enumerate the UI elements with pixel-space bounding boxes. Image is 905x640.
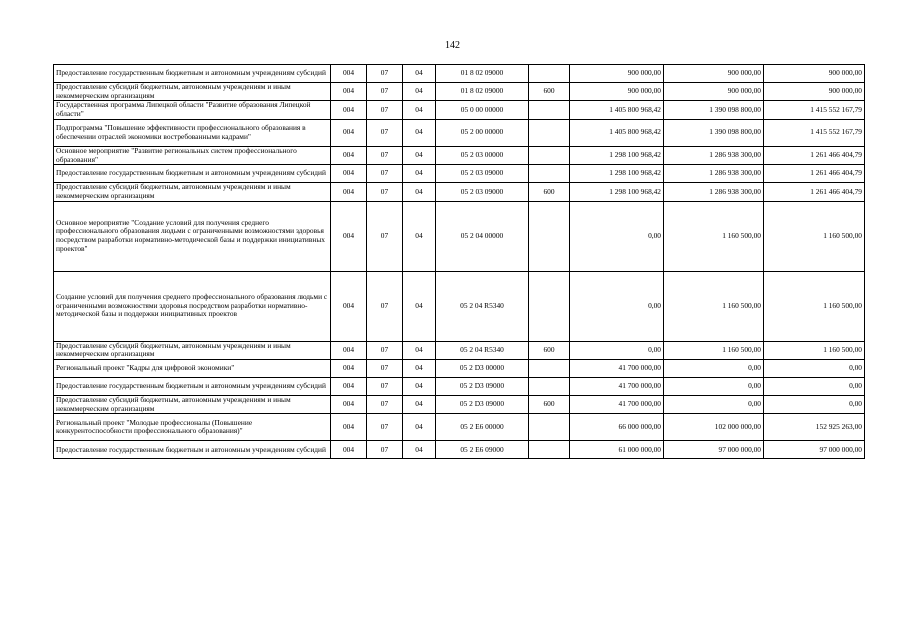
- amount-year3-cell: 1 415 552 167,79: [764, 119, 865, 146]
- budget-table-body: [54, 65, 865, 459]
- expense-type-cell: [529, 201, 570, 271]
- expense-type-cell: [529, 165, 570, 183]
- expense-type-cell: [529, 119, 570, 146]
- section-code-cell: 07: [367, 101, 403, 119]
- amount-year2-cell: 1 160 500,00: [664, 201, 764, 271]
- ministry-code-cell: 004: [331, 271, 367, 341]
- amount-year2-cell: 1 286 938 300,00: [664, 146, 764, 164]
- ministry-code-cell: 004: [331, 360, 367, 378]
- amount-year2-cell: 1 286 938 300,00: [664, 165, 764, 183]
- amount-year3-cell: 0,00: [764, 378, 865, 396]
- subsection-code-cell: 04: [403, 119, 436, 146]
- table-row: [54, 165, 865, 183]
- table-row: [54, 146, 865, 164]
- section-code-cell: 07: [367, 271, 403, 341]
- amount-year2-cell: 0,00: [664, 378, 764, 396]
- expense-type-cell: [529, 360, 570, 378]
- section-code-cell: 07: [367, 201, 403, 271]
- table-row: [54, 65, 865, 83]
- amount-year3-cell: 900 000,00: [764, 65, 865, 83]
- row-name-cell: Основное мероприятие "Развитие региональных систем профессионального образования": [54, 146, 331, 164]
- expense-type-cell: 600: [529, 341, 570, 359]
- table-row: [54, 341, 865, 359]
- amount-year3-cell: 0,00: [764, 396, 865, 414]
- subsection-code-cell: 04: [403, 378, 436, 396]
- expense-type-cell: [529, 378, 570, 396]
- amount-year2-cell: 900 000,00: [664, 83, 764, 101]
- target-article-cell: 01 8 02 09000: [436, 65, 529, 83]
- row-name-cell: Государственная программа Липецкой области "Развитие образования Липецкой области": [54, 101, 331, 119]
- target-article-cell: 05 2 03 09000: [436, 165, 529, 183]
- target-article-cell: 05 2 E6 09000: [436, 441, 529, 459]
- amount-year1-cell: 0,00: [570, 341, 664, 359]
- target-article-cell: 05 2 E6 00000: [436, 414, 529, 441]
- subsection-code-cell: 04: [403, 341, 436, 359]
- subsection-code-cell: 04: [403, 146, 436, 164]
- amount-year3-cell: 1 415 552 167,79: [764, 101, 865, 119]
- expense-type-cell: [529, 414, 570, 441]
- section-code-cell: 07: [367, 65, 403, 83]
- row-name-cell: Региональный проект "Молодые профессионалы (Повышение конкурентоспособности профессионального образования)": [54, 414, 331, 441]
- row-name-cell: Предоставление субсидий бюджетным, автономным учреждениям и иным некоммерческим организациям: [54, 183, 331, 201]
- target-article-cell: 05 2 04 R5340: [436, 271, 529, 341]
- table-row: [54, 441, 865, 459]
- row-name-cell: Подпрограмма "Повышение эффективности профессионального образования в обеспечении отраслей экономики востребованными кадрами": [54, 119, 331, 146]
- amount-year1-cell: 1 405 800 968,42: [570, 119, 664, 146]
- target-article-cell: 05 2 04 R5340: [436, 341, 529, 359]
- amount-year2-cell: 0,00: [664, 396, 764, 414]
- subsection-code-cell: 04: [403, 101, 436, 119]
- subsection-code-cell: 04: [403, 165, 436, 183]
- row-name-cell: Предоставление субсидий бюджетным, автономным учреждениям и иным некоммерческим организациям: [54, 83, 331, 101]
- section-code-cell: 07: [367, 341, 403, 359]
- amount-year2-cell: 900 000,00: [664, 65, 764, 83]
- section-code-cell: 07: [367, 119, 403, 146]
- ministry-code-cell: 004: [331, 341, 367, 359]
- expense-type-cell: [529, 101, 570, 119]
- section-code-cell: 07: [367, 396, 403, 414]
- section-code-cell: 07: [367, 360, 403, 378]
- target-article-cell: 05 2 D3 00000: [436, 360, 529, 378]
- ministry-code-cell: 004: [331, 414, 367, 441]
- table-row: [54, 83, 865, 101]
- expense-type-cell: [529, 146, 570, 164]
- subsection-code-cell: 04: [403, 65, 436, 83]
- amount-year2-cell: 1 160 500,00: [664, 271, 764, 341]
- ministry-code-cell: 004: [331, 165, 367, 183]
- amount-year3-cell: 1 261 466 404,79: [764, 165, 865, 183]
- ministry-code-cell: 004: [331, 441, 367, 459]
- table-row: [54, 396, 865, 414]
- ministry-code-cell: 004: [331, 146, 367, 164]
- table-row: [54, 119, 865, 146]
- row-name-cell: Предоставление государственным бюджетным и автономным учреждениям субсидий: [54, 378, 331, 396]
- amount-year1-cell: 41 700 000,00: [570, 378, 664, 396]
- section-code-cell: 07: [367, 165, 403, 183]
- table-row: [54, 201, 865, 271]
- row-name-cell: Предоставление субсидий бюджетным, автономным учреждениям и иным некоммерческим организациям: [54, 341, 331, 359]
- section-code-cell: 07: [367, 414, 403, 441]
- amount-year3-cell: 1 160 500,00: [764, 271, 865, 341]
- section-code-cell: 07: [367, 146, 403, 164]
- amount-year1-cell: 66 000 000,00: [570, 414, 664, 441]
- amount-year2-cell: 1 160 500,00: [664, 341, 764, 359]
- section-code-cell: 07: [367, 378, 403, 396]
- section-code-cell: 07: [367, 441, 403, 459]
- ministry-code-cell: 004: [331, 378, 367, 396]
- expense-type-cell: 600: [529, 396, 570, 414]
- ministry-code-cell: 004: [331, 396, 367, 414]
- table-row: [54, 360, 865, 378]
- row-name-cell: Региональный проект "Кадры для цифровой экономики": [54, 360, 331, 378]
- target-article-cell: 05 2 00 00000: [436, 119, 529, 146]
- table-row: [54, 271, 865, 341]
- amount-year2-cell: 102 000 000,00: [664, 414, 764, 441]
- section-code-cell: 07: [367, 183, 403, 201]
- subsection-code-cell: 04: [403, 83, 436, 101]
- amount-year1-cell: 1 298 100 968,42: [570, 165, 664, 183]
- table-row: [54, 378, 865, 396]
- budget-table: [53, 64, 865, 459]
- row-name-cell: Предоставление государственным бюджетным и автономным учреждениям субсидий: [54, 165, 331, 183]
- amount-year3-cell: 1 160 500,00: [764, 341, 865, 359]
- amount-year2-cell: 1 286 938 300,00: [664, 183, 764, 201]
- ministry-code-cell: 004: [331, 83, 367, 101]
- table-row: [54, 414, 865, 441]
- expense-type-cell: [529, 271, 570, 341]
- subsection-code-cell: 04: [403, 183, 436, 201]
- amount-year1-cell: 1 405 800 968,42: [570, 101, 664, 119]
- section-code-cell: 07: [367, 83, 403, 101]
- amount-year3-cell: 1 160 500,00: [764, 201, 865, 271]
- amount-year3-cell: 1 261 466 404,79: [764, 146, 865, 164]
- target-article-cell: 05 2 03 09000: [436, 183, 529, 201]
- subsection-code-cell: 04: [403, 271, 436, 341]
- target-article-cell: 01 8 02 09000: [436, 83, 529, 101]
- ministry-code-cell: 004: [331, 119, 367, 146]
- amount-year3-cell: 152 925 263,00: [764, 414, 865, 441]
- target-article-cell: 05 2 03 00000: [436, 146, 529, 164]
- amount-year3-cell: 0,00: [764, 360, 865, 378]
- amount-year1-cell: 1 298 100 968,42: [570, 146, 664, 164]
- subsection-code-cell: 04: [403, 360, 436, 378]
- amount-year2-cell: 1 390 098 800,00: [664, 101, 764, 119]
- subsection-code-cell: 04: [403, 414, 436, 441]
- row-name-cell: Предоставление государственным бюджетным и автономным учреждениям субсидий: [54, 65, 331, 83]
- amount-year3-cell: 1 261 466 404,79: [764, 183, 865, 201]
- amount-year1-cell: 0,00: [570, 271, 664, 341]
- subsection-code-cell: 04: [403, 396, 436, 414]
- ministry-code-cell: 004: [331, 201, 367, 271]
- amount-year1-cell: 900 000,00: [570, 83, 664, 101]
- amount-year2-cell: 1 390 098 800,00: [664, 119, 764, 146]
- amount-year1-cell: 900 000,00: [570, 65, 664, 83]
- expense-type-cell: [529, 441, 570, 459]
- subsection-code-cell: 04: [403, 441, 436, 459]
- amount-year1-cell: 41 700 000,00: [570, 396, 664, 414]
- expense-type-cell: [529, 65, 570, 83]
- ministry-code-cell: 004: [331, 101, 367, 119]
- amount-year2-cell: 97 000 000,00: [664, 441, 764, 459]
- target-article-cell: 05 0 00 00000: [436, 101, 529, 119]
- amount-year3-cell: 97 000 000,00: [764, 441, 865, 459]
- amount-year3-cell: 900 000,00: [764, 83, 865, 101]
- amount-year1-cell: 1 298 100 968,42: [570, 183, 664, 201]
- page-number: 142: [445, 40, 460, 51]
- row-name-cell: Основное мероприятие "Создание условий для получения среднего профессионального образования людьми с ограниченными возможностями здоровья посредством разработки нормативно-методической базы и поддержки инициативных проектов": [54, 201, 331, 271]
- amount-year1-cell: 0,00: [570, 201, 664, 271]
- expense-type-cell: 600: [529, 83, 570, 101]
- amount-year1-cell: 41 700 000,00: [570, 360, 664, 378]
- table-row: [54, 101, 865, 119]
- row-name-cell: Предоставление субсидий бюджетным, автономным учреждениям и иным некоммерческим организациям: [54, 396, 331, 414]
- table-row: [54, 183, 865, 201]
- target-article-cell: 05 2 04 00000: [436, 201, 529, 271]
- ministry-code-cell: 004: [331, 65, 367, 83]
- row-name-cell: Предоставление государственным бюджетным и автономным учреждениям субсидий: [54, 441, 331, 459]
- amount-year1-cell: 61 000 000,00: [570, 441, 664, 459]
- ministry-code-cell: 004: [331, 183, 367, 201]
- expense-type-cell: 600: [529, 183, 570, 201]
- row-name-cell: Создание условий для получения среднего профессионального образования людьми с ограниченными возможностями здоровья посредством разработки нормативно-методической базы и поддержки инициативных проектов: [54, 271, 331, 341]
- amount-year2-cell: 0,00: [664, 360, 764, 378]
- subsection-code-cell: 04: [403, 201, 436, 271]
- target-article-cell: 05 2 D3 09000: [436, 396, 529, 414]
- target-article-cell: 05 2 D3 09000: [436, 378, 529, 396]
